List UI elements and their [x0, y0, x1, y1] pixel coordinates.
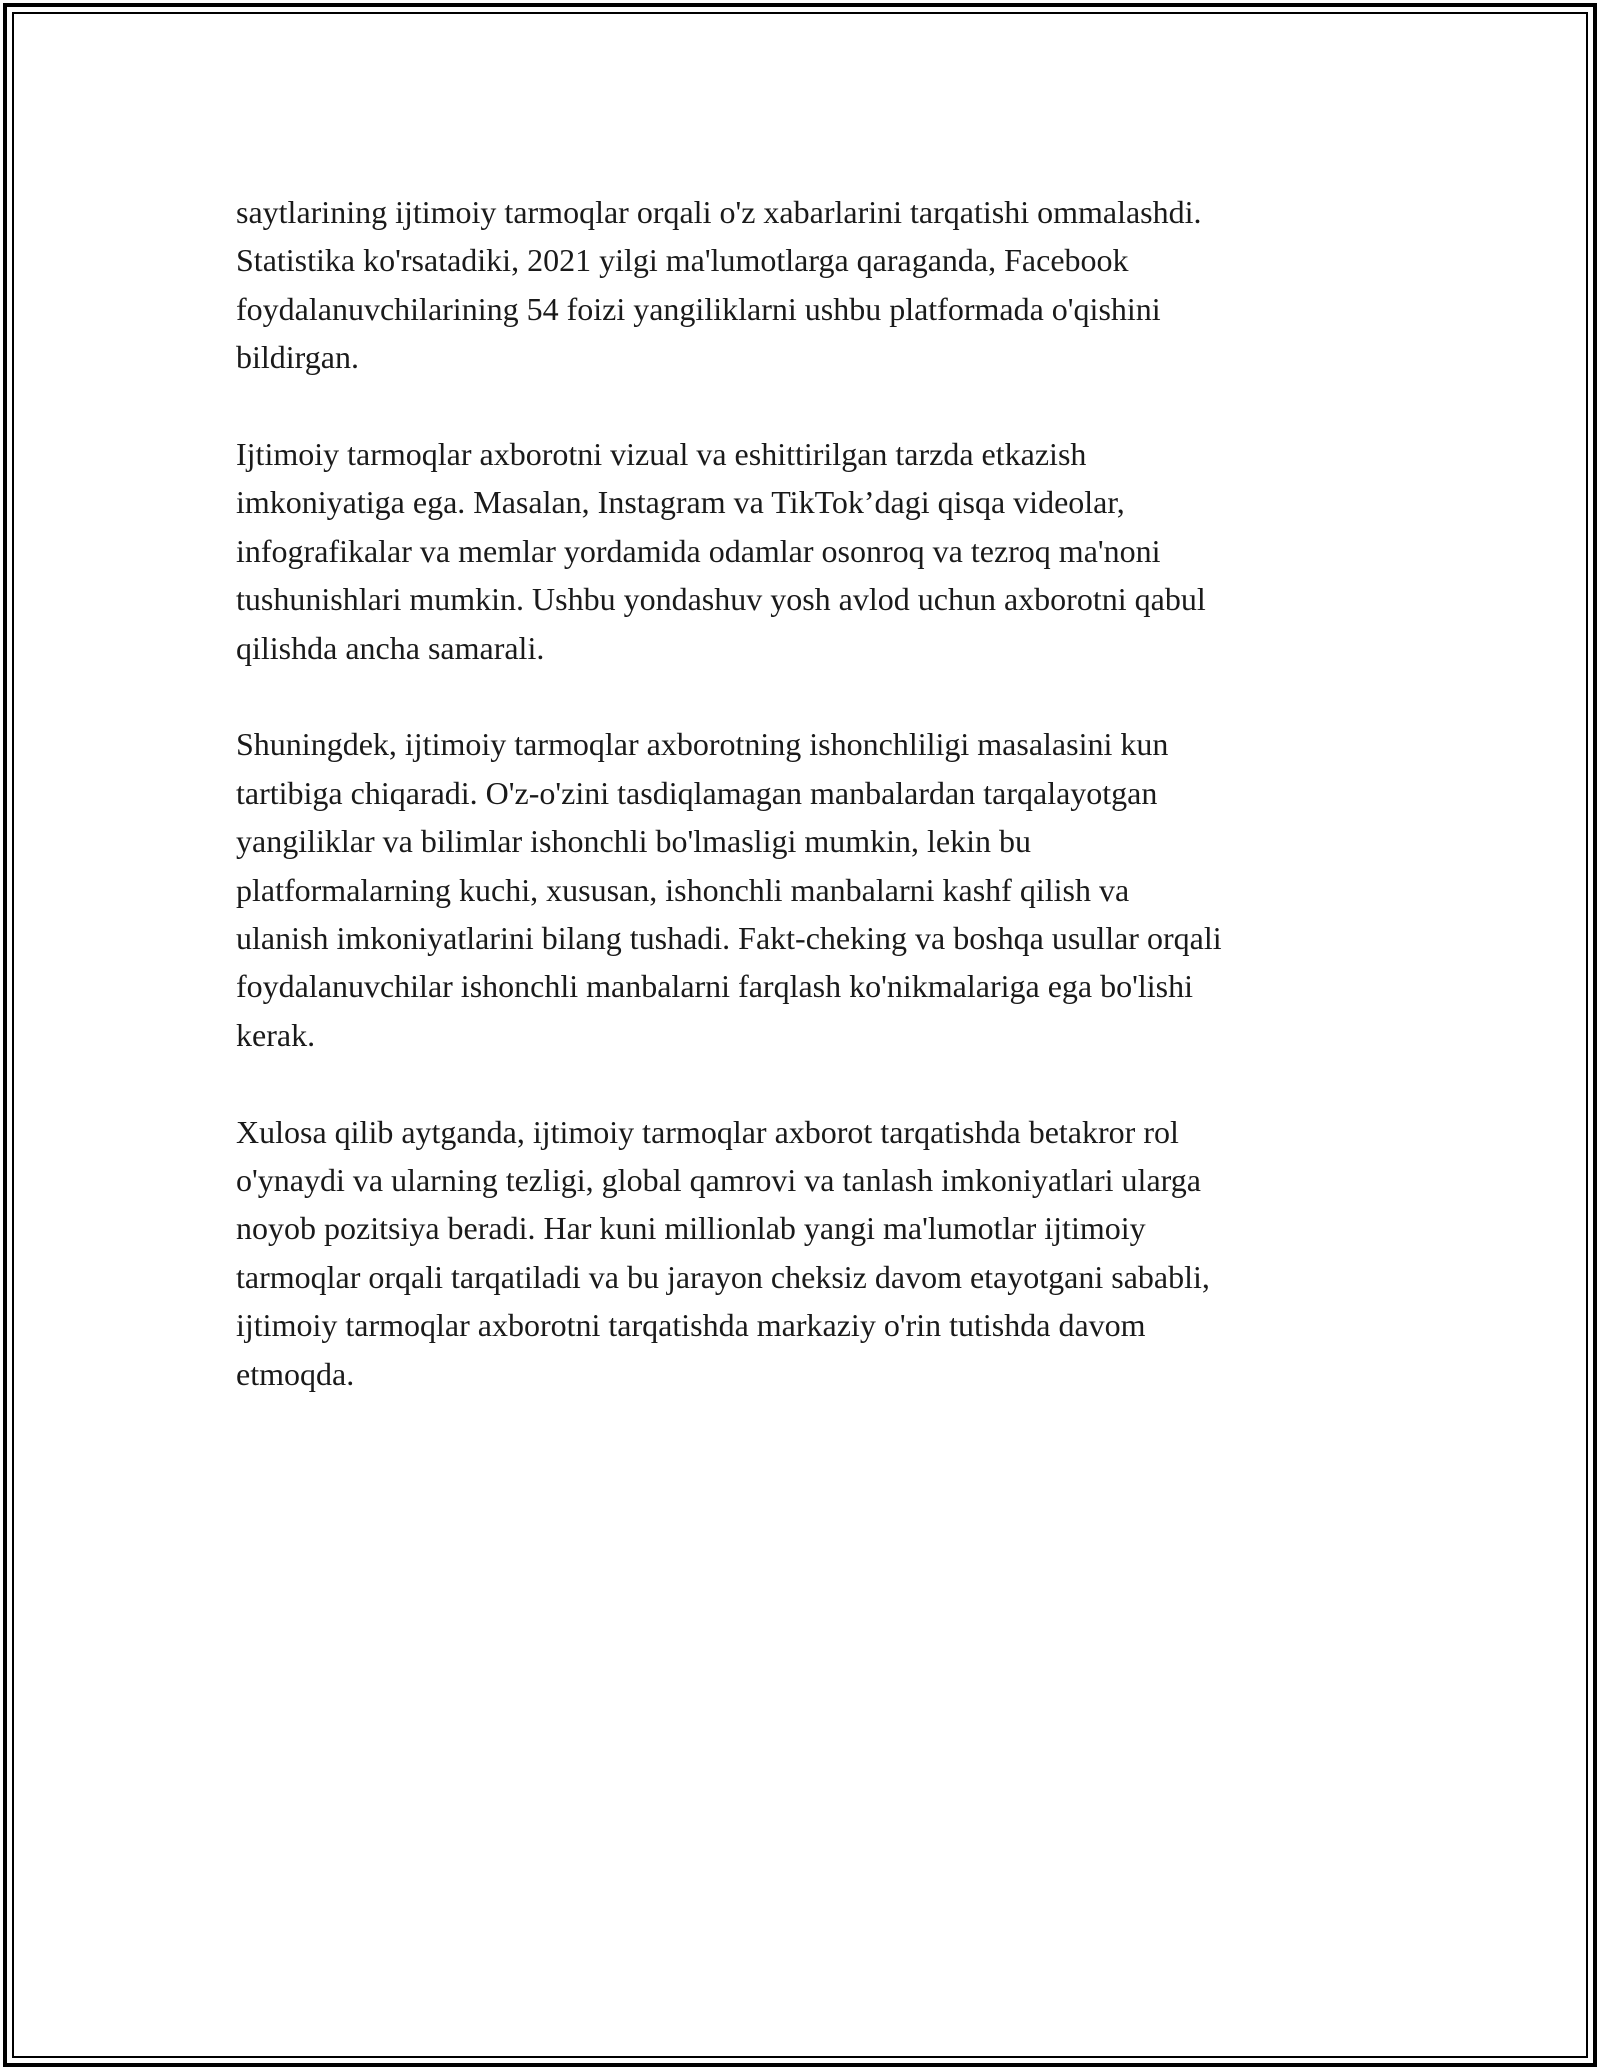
paragraph-2: Ijtimoiy tarmoqlar axborotni vizual va eshittirilgan tarzda etkazish imkoniyatiga ega. Masalan, Instagram va TikTok’dagi qisqa videolar, infografikalar va memlar yordamida odamlar osonroq va tezroq ma'noni tushunishlari mumkin. Ushbu yondashuv yosh avlod uchun axborotni qabul qilishda ancha samarali. — [236, 436, 1206, 666]
paragraph-1: saytlarining ijtimoiy tarmoqlar orqali o'z xabarlarini tarqatishi ommalashdi. Statistika ko'rsatadiki, 2021 yilgi ma'lumotlarga qaraganda, Facebook foydalanuvchilarining 54 foizi yangiliklarni ushbu platformada o'qishini bildirgan. — [236, 194, 1202, 376]
document-body — [236, 188, 1386, 1447]
paragraph-3: Shuningdek, ijtimoiy tarmoqlar axborotning ishonchliligi masalasini kun tartibiga chiqaradi. O'z-o'zini tasdiqlamagan manbalardan tarqalayotgan yangiliklar va bilimlar ishonchli bo'lmasligi mumkin, lekin bu platformalarning kuchi, xususan, ishonchli manbalarni kashf qilish va ulanish imkoniyatlarini bilang tushadi. Fakt-cheking va boshqa usullar orqali foydalanuvchilar ishonchli manbalarni farqlash ko'nikmalariga ega bo'lishi kerak. — [236, 726, 1222, 1053]
paragraph-4: Xulosa qilib aytganda, ijtimoiy tarmoqlar axborot tarqatishda betakror rol o'ynaydi va ularning tezligi, global qamrovi va tanlash imkoniyatlari ularga noyob pozitsiya beradi. Har kuni millionlab yangi ma'lumotlar ijtimoiy tarmoqlar orqali tarqatiladi va bu jarayon cheksiz davom etayotgani sababli, ijtimoiy tarmoqlar axborotni tarqatishda markaziy o'rin tutishda davom etmoqda. — [236, 1113, 1210, 1392]
